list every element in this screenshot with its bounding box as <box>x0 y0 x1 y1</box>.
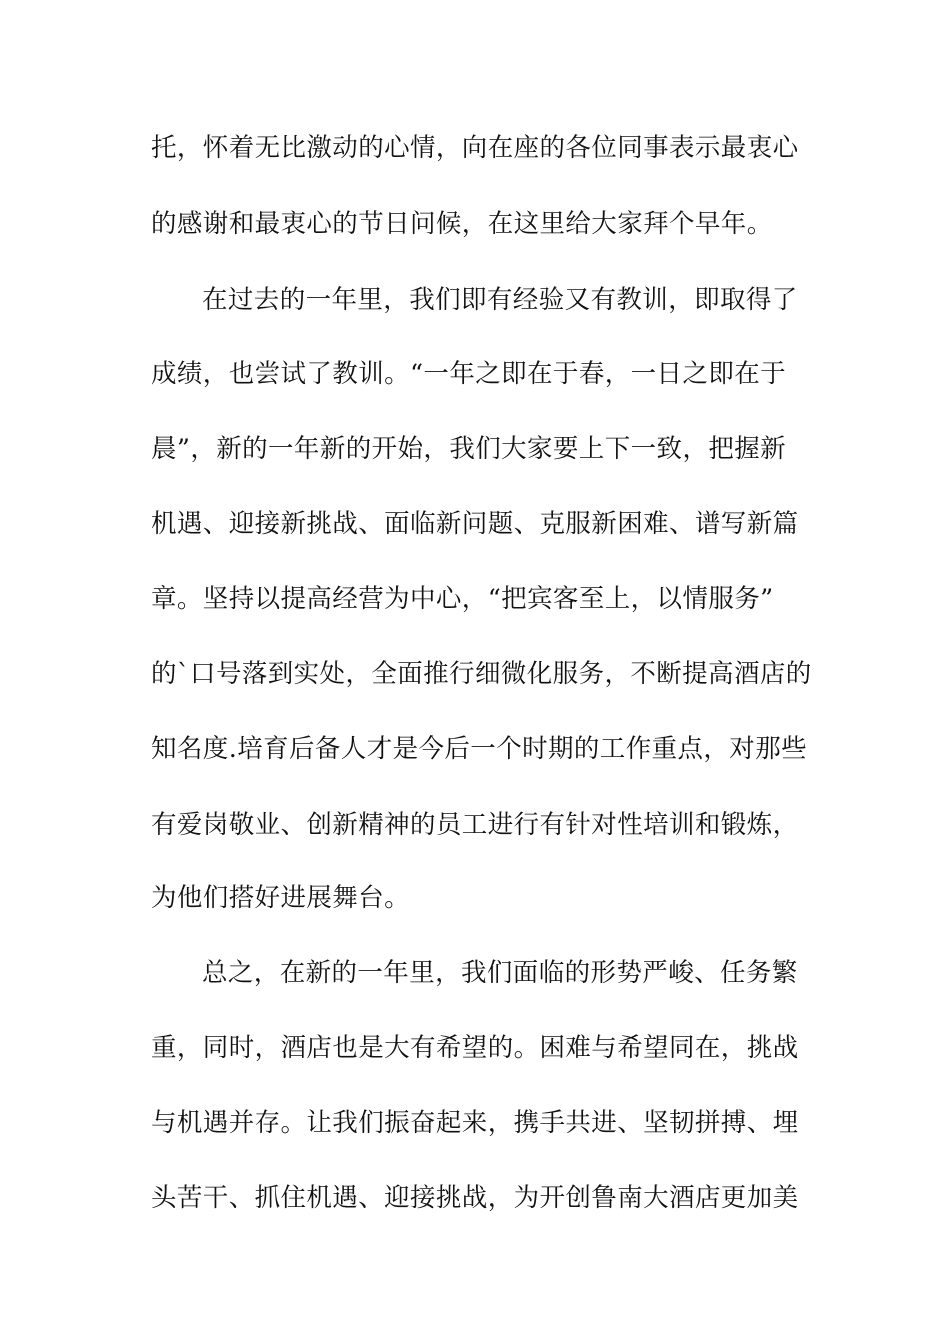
paragraph-line: 头苦干、抓住机遇、迎接挑战，为开创鲁南大酒店更加美 <box>151 1183 799 1213</box>
paragraph-line: 的感谢和最衷心的节日问候，在这里给大家拜个早年。 <box>151 209 773 239</box>
paragraph-line: 为他们搭好进展舞台。 <box>151 883 411 913</box>
paragraph-line: 章。坚持以提高经营为中心，“把宾客至上，以情服务” <box>151 584 774 614</box>
paragraph-line: 在过去的一年里，我们即有经验又有教训，即取得了 <box>202 285 798 315</box>
paragraph-line: 托，怀着无比激动的心情，向在座的各位同事表示最衷心 <box>151 133 799 163</box>
paragraph-line: 的`口号落到实处，全面推行细微化服务，不断提高酒店的 <box>151 659 812 689</box>
paragraph-line: 重，同时，酒店也是大有希望的。困难与希望同在，挑战 <box>151 1033 799 1063</box>
paragraph-line: 与机遇并存。让我们振奋起来，携手共进、坚韧拼搏、埋 <box>151 1108 799 1138</box>
paragraph-line: 机遇、迎接新挑战、面临新问题、克服新困难、谱写新篇 <box>151 509 799 539</box>
paragraph-line: 总之，在新的一年里，我们面临的形势严峻、任务繁 <box>202 958 798 988</box>
paragraph-line: 晨”，新的一年新的开始，我们大家要上下一致，把握新 <box>151 434 787 464</box>
paragraph-line: 有爱岗敬业、创新精神的员工进行有针对性培训和锻炼， <box>151 810 799 840</box>
paragraph-line: 成绩，也尝试了教训。“一年之即在于春，一日之即在于 <box>151 359 787 389</box>
paragraph-line: 知名度.培育后备人才是今后一个时期的工作重点，对那些 <box>151 734 808 764</box>
